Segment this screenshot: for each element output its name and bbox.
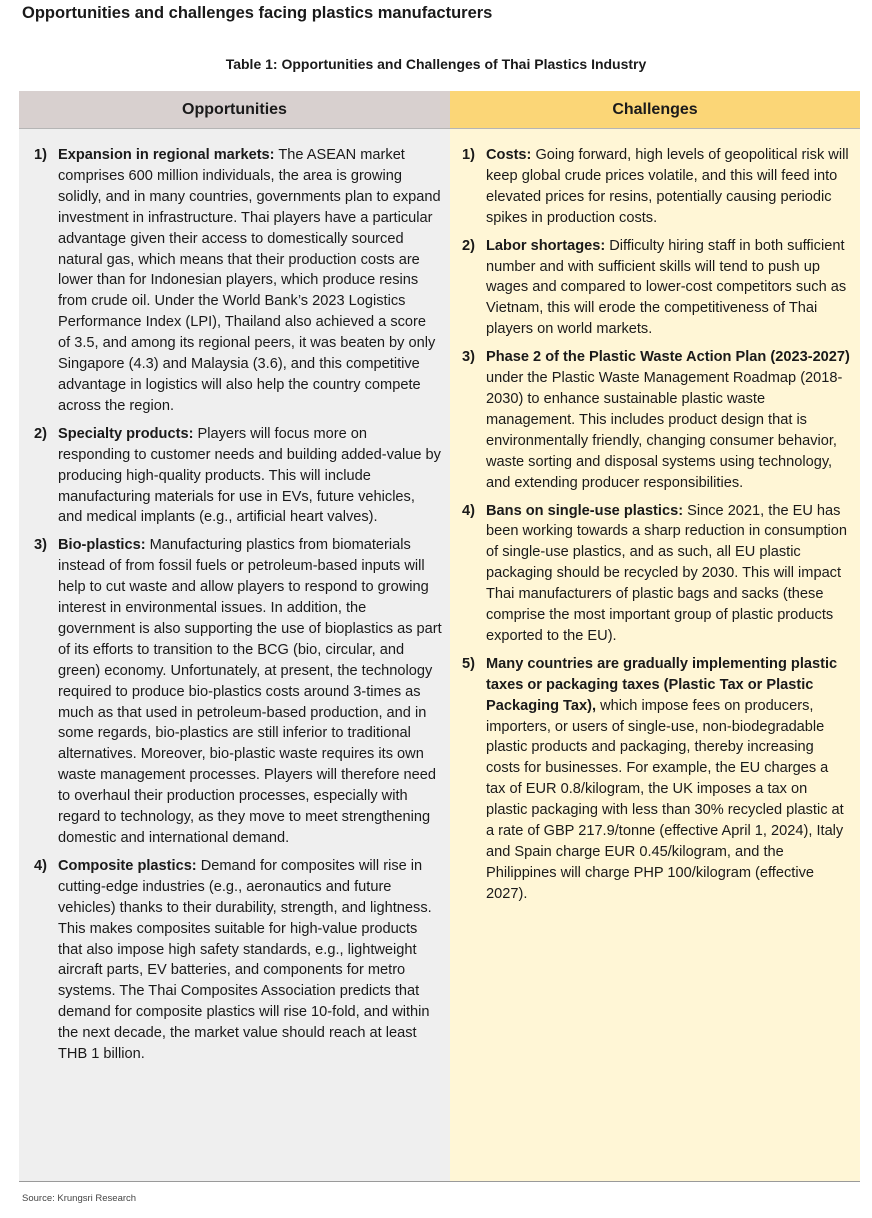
item-number: 4) [462, 502, 475, 519]
item-number: 3) [34, 537, 47, 554]
item-body: Going forward, high levels of geopolitical risk will keep global crude prices volatile, and this will feed into elevated prices for resins, potentially causing periodic spikes in production costs. [486, 147, 849, 226]
item-number: 2) [34, 425, 47, 442]
item-title: Bio-plastics: [58, 537, 146, 554]
item-body: under the Plastic Waste Management Roadmap (2018-2030) to enhance sustainable plastic waste management. This includes product design that is environmentally friendly, changing consumer behavior, waste sorting and disposal systems using technology, and extending producer responsibilities. [486, 370, 843, 491]
item-title: Specialty products: [58, 425, 194, 442]
item-text [58, 856, 442, 1065]
opportunities-column [19, 91, 450, 1181]
item-title: Bans on single-use plastics: [486, 502, 684, 519]
source-note: Source: Krungsri Research [22, 1193, 137, 1204]
item-body: The ASEAN market comprises 600 million individuals, the area is growing solidly, and in many countries, governments plan to expand investment in infrastructure. Thai players have a particular advantage given their access to domestically sourced natural gas, which means that their production costs are lower than for Indonesian players, which produce resins from crude oil. Under the World Bank’s 2023 Logistics Performance Index (LPI), Thailand also achieved a score of 3.5, and among its regional peers, it was beaten by only Singapore (4.3) and Malaysia (3.6), and this competitive advantage in logistics will also help the country compete across the region. [58, 147, 441, 414]
item-title: Composite plastics: [58, 857, 197, 874]
item-title: Labor shortages: [486, 237, 606, 254]
page-heading: Opportunities and challenges facing plastics manufacturers [22, 4, 493, 22]
item-number: 5) [462, 655, 475, 672]
challenges-column [450, 91, 860, 1181]
item-title: Many countries are gradually implementing plastic taxes or packaging taxes (Plastic Tax or Plastic Packaging Tax), [486, 655, 838, 714]
item-text [58, 424, 442, 529]
item-body: Since 2021, the EU has been working towards a sharp reduction in consumption of single-use plastics, and as such, all EU plastic packaging should be recycled by 2030. This will impact Thai manufacturers of plastic bags and sacks (these comprise the most important group of plastic products exported to the EU). [486, 502, 847, 644]
item-text [486, 236, 850, 341]
item-text [486, 654, 850, 905]
item-number: 1) [462, 147, 475, 163]
challenge-item [462, 347, 850, 493]
item-title: Costs: [486, 147, 532, 163]
opportunities-challenges-table [19, 91, 860, 1182]
item-text [486, 145, 850, 229]
challenge-item [462, 501, 850, 647]
item-number: 4) [34, 857, 47, 874]
item-text [486, 501, 850, 647]
challenge-item [462, 654, 850, 905]
item-text [486, 347, 850, 493]
item-body: Players will focus more on responding to customer needs and building added-value by producing high-quality products. This will include manufacturing materials for use in EVs, future vehicles, and medical implants (e.g., artificial heart valves). [58, 425, 441, 526]
challenge-item [462, 145, 850, 229]
item-text [58, 145, 442, 417]
opportunity-item [34, 535, 442, 849]
item-text [58, 535, 442, 849]
opportunity-item [34, 424, 442, 529]
opportunities-header: Opportunities [19, 91, 450, 129]
item-number: 2) [462, 237, 475, 254]
opportunity-item [34, 856, 442, 1065]
item-number: 1) [34, 147, 47, 163]
challenges-header: Challenges [450, 91, 860, 129]
item-title: Phase 2 of the Plastic Waste Action Plan (2023-2027) [486, 349, 850, 366]
table-caption: Table 1: Opportunities and Challenges of Thai Plastics Industry [225, 56, 647, 72]
item-body: Difficulty hiring staff in both sufficient number and with sufficient skills will tend to push up wages and compared to lower-cost competitors such as Vietnam, this will erode the competitiveness of Thai players on world markets. [486, 237, 847, 338]
item-body: Demand for composites will rise in cutting-edge industries (e.g., aeronautics and future vehicles) thanks to their durability, strength, and lightness. This makes composites suitable for high-value products that also impose high safety standards, e.g., lightweight aircraft parts, EV batteries, and components for metro systems. The Thai Composites Association predicts that demand for composite plastics will rise 10-fold, and within the next decade, the market value should reach at least THB 1 billion. [58, 857, 432, 1063]
item-title: Expansion in regional markets: [58, 147, 275, 163]
opportunities-list [19, 129, 450, 1065]
item-body: Manufacturing plastics from biomaterials instead of from fossil fuels or petroleum-based inputs will help to cut waste and allow players to respond to growing interest in environmental issues. In addition, the government is also supporting the use of bioplastics as part of its efforts to transition to the BCG (bio, circular, and green) economy. Unfortunately, at present, the technology required to produce bio-plastics costs around 3-times as much as that used in petroleum-based production, and in some regards, bio-plastics are still inferior to traditional alternatives. Moreover, bio-plastic waste requires its own waste management processes. Players will therefore need to overhaul their production processes, especially with regard to technology, as they move to meet strengthening domestic and international demand. [58, 537, 442, 846]
opportunity-item [34, 145, 442, 417]
challenge-item [462, 236, 850, 341]
item-number: 3) [462, 349, 475, 366]
item-body: which impose fees on producers, importers, or users of single-use, non-biodegradable plastic products and packaging, thereby increasing costs for businesses. For example, the EU charges a tax of EUR 0.8/kilogram, the UK imposes a tax on plastic packaging with less than 30% recycled plastic at a rate of GBP 217.9/tonne (effective April 1, 2024), Italy and Spain charge EUR 0.45/kilogram, and the Philippines will charge PHP 100/kilogram (effective 2027). [486, 697, 844, 902]
challenges-list [450, 129, 860, 905]
